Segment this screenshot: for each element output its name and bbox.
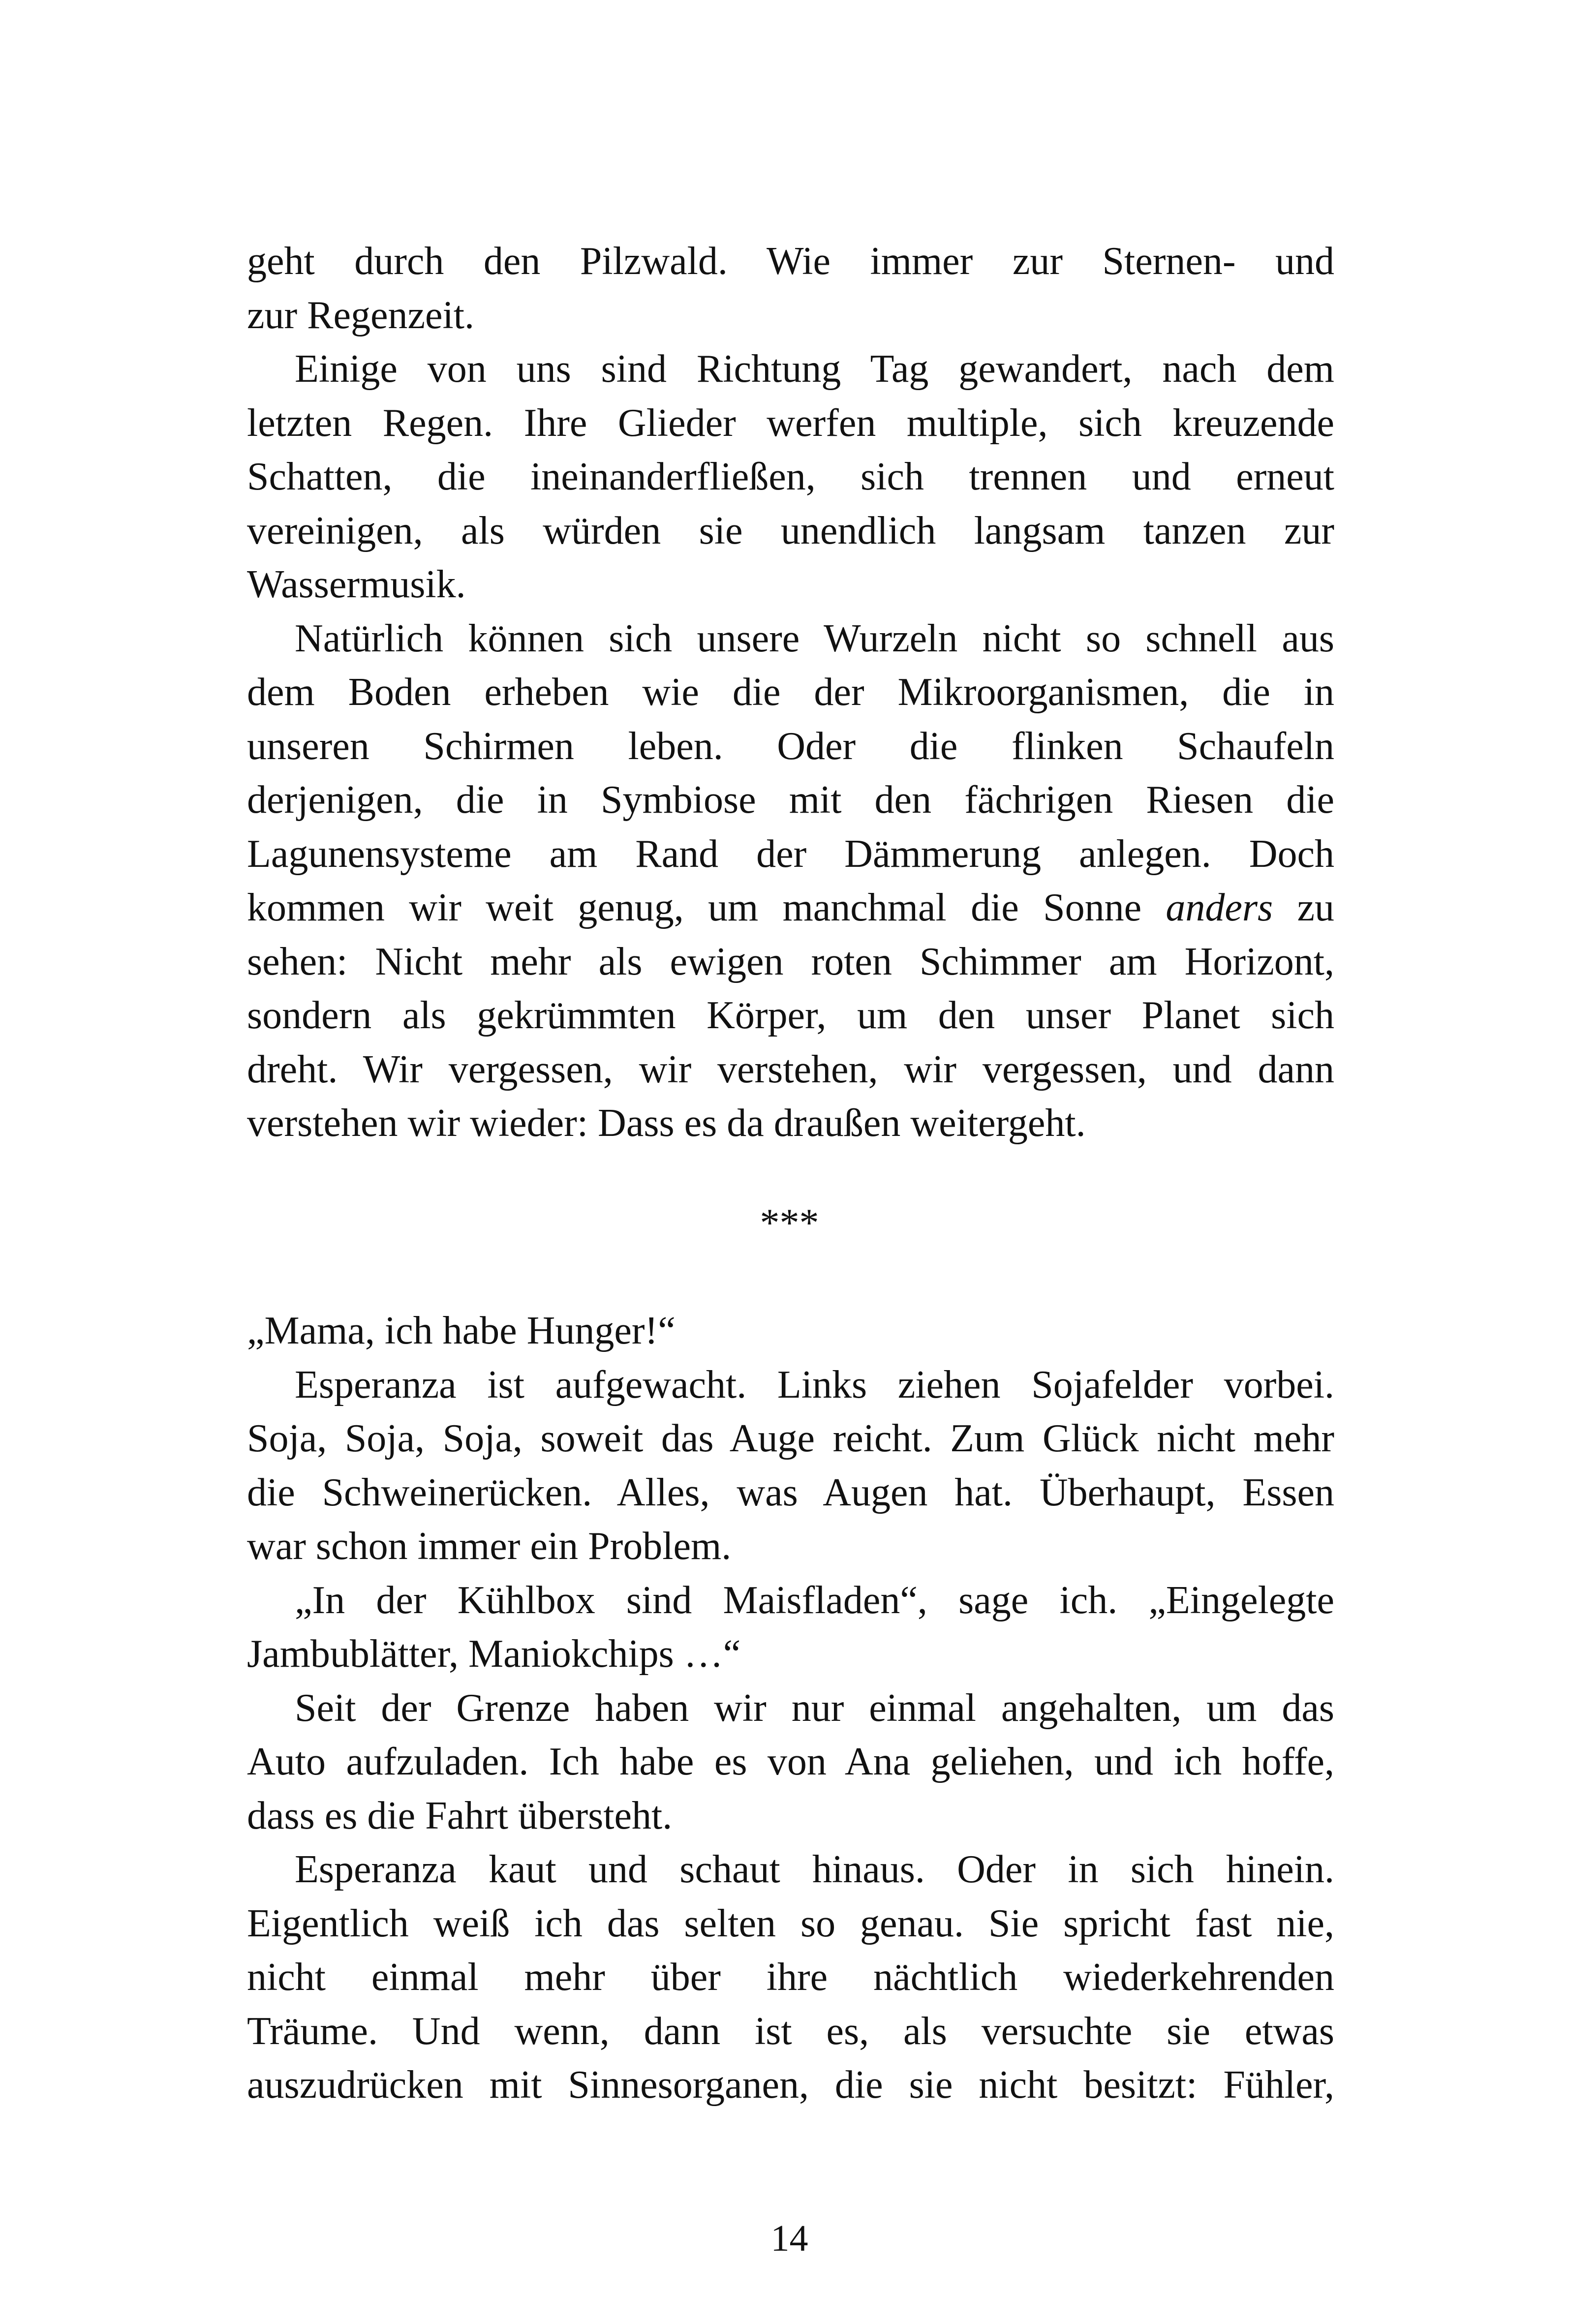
text-line xyxy=(247,1412,1334,1466)
text-line xyxy=(247,1358,1334,1412)
text-line xyxy=(247,235,1334,289)
text-span: dreht. Wir vergessen, wir verstehen, wir vergessen, und dann xyxy=(247,1047,1334,1091)
text-line xyxy=(247,397,1334,451)
text-span: Einige von uns sind Richtung Tag gewandert, nach dem xyxy=(295,347,1334,391)
text-line xyxy=(247,2005,1334,2059)
section-2 xyxy=(247,1304,1334,2112)
paragraph xyxy=(247,1358,1334,1574)
text-line xyxy=(247,935,1334,989)
text-span: Träume. Und wenn, dann ist es, als versuchte sie etwas xyxy=(247,2009,1334,2053)
paragraph xyxy=(247,342,1334,612)
text-span: letzten Regen. Ihre Glieder werfen multiple, sich kreuzende xyxy=(247,401,1334,445)
text-span: Jambublätter, Maniokchips …“ xyxy=(247,1632,741,1676)
text-line xyxy=(247,1304,1334,1358)
text-span: derjenigen, die in Symbiose mit den fächrigen Riesen die xyxy=(247,778,1334,822)
text-line xyxy=(247,666,1334,720)
text-span: Wassermusik. xyxy=(247,563,466,606)
text-span: Esperanza ist aufgewacht. Links ziehen Sojafelder vorbei. xyxy=(295,1363,1334,1407)
text-line xyxy=(247,504,1334,558)
text-line xyxy=(247,1043,1334,1097)
text-line xyxy=(247,558,1334,612)
text-span: Soja, Soja, Soja, soweit das Auge reicht. Zum Glück nicht mehr xyxy=(247,1417,1334,1460)
text-line xyxy=(247,1789,1334,1843)
text-line xyxy=(247,720,1334,774)
paragraph xyxy=(247,235,1334,342)
text-span: zu xyxy=(1273,886,1334,929)
text-span: die Schweinerücken. Alles, was Augen hat. Überhaupt, Essen xyxy=(247,1470,1334,1514)
text-line xyxy=(247,1843,1334,1897)
paragraph xyxy=(247,1304,1334,1358)
text-line xyxy=(247,989,1334,1043)
emphasized-text: anders xyxy=(1166,886,1273,929)
text-span: Seit der Grenze haben wir nur einmal angehalten, um das xyxy=(295,1686,1334,1730)
scene-break: *** xyxy=(760,1201,819,1245)
text-line xyxy=(247,1897,1334,1951)
text-line xyxy=(247,773,1334,827)
section-1 xyxy=(247,235,1334,1151)
text-span: vereinigen, als würden sie unendlich langsam tanzen zur xyxy=(247,509,1334,552)
text-line xyxy=(247,1951,1334,2005)
text-line xyxy=(247,289,1334,343)
text-span: dass es die Fahrt übersteht. xyxy=(247,1794,673,1837)
paragraph xyxy=(247,1843,1334,2112)
text-span: war schon immer ein Problem. xyxy=(247,1525,732,1568)
text-span: verstehen wir wieder: Dass es da draußen weitergeht. xyxy=(247,1101,1086,1145)
text-line xyxy=(247,450,1334,504)
text-span: zur Regenzeit. xyxy=(247,293,474,337)
paragraph xyxy=(247,612,1334,1151)
text-span: Eigentlich weiß ich das selten so genau. Sie spricht fast nie, xyxy=(247,1901,1334,1945)
text-span: Natürlich können sich unsere Wurzeln nicht so schnell aus xyxy=(295,616,1334,660)
text-line xyxy=(247,2058,1334,2112)
text-line xyxy=(247,342,1334,397)
text-span: „Mama, ich habe Hunger!“ xyxy=(247,1309,676,1352)
text-span: Schatten, die ineinanderfließen, sich trennen und erneut xyxy=(247,455,1334,498)
paragraph xyxy=(247,1682,1334,1843)
text-span: dem Boden erheben wie die der Mikroorganismen, die in xyxy=(247,671,1334,714)
text-line xyxy=(247,1574,1334,1628)
text-span: auszudrücken mit Sinnesorganen, die sie nicht besitzt: Fühler, xyxy=(247,2063,1334,2107)
text-span: Lagunensysteme am Rand der Dämmerung anlegen. Doch xyxy=(247,832,1334,876)
text-line xyxy=(247,1520,1334,1574)
text-line xyxy=(247,1682,1334,1736)
text-span: kommen wir weit genug, um manchmal die Sonne xyxy=(247,886,1166,929)
text-line xyxy=(247,612,1334,666)
text-line xyxy=(247,827,1334,882)
text-span: unseren Schirmen leben. Oder die flinken Schaufeln xyxy=(247,724,1334,768)
text-line xyxy=(247,881,1334,935)
text-span: sehen: Nicht mehr als ewigen roten Schimmer am Horizont, xyxy=(247,940,1334,983)
text-line xyxy=(247,1735,1334,1789)
text-span: sondern als gekrümmten Körper, um den unser Planet sich xyxy=(247,994,1334,1037)
text-line xyxy=(247,1627,1334,1682)
text-span: nicht einmal mehr über ihre nächtlich wiederkehrenden xyxy=(247,1956,1334,1999)
text-span: Auto aufzuladen. Ich habe es von Ana geliehen, und ich hoffe, xyxy=(247,1740,1334,1783)
text-span: geht durch den Pilzwald. Wie immer zur Sternen- und xyxy=(247,240,1334,283)
text-span: „In der Kühlbox sind Maisfladen“, sage ich. „Eingelegte xyxy=(295,1578,1334,1622)
paragraph xyxy=(247,1574,1334,1682)
page-number: 14 xyxy=(770,2218,808,2259)
text-span: Esperanza kaut und schaut hinaus. Oder in sich hinein. xyxy=(295,1848,1334,1891)
text-line xyxy=(247,1097,1334,1151)
text-line xyxy=(247,1466,1334,1520)
